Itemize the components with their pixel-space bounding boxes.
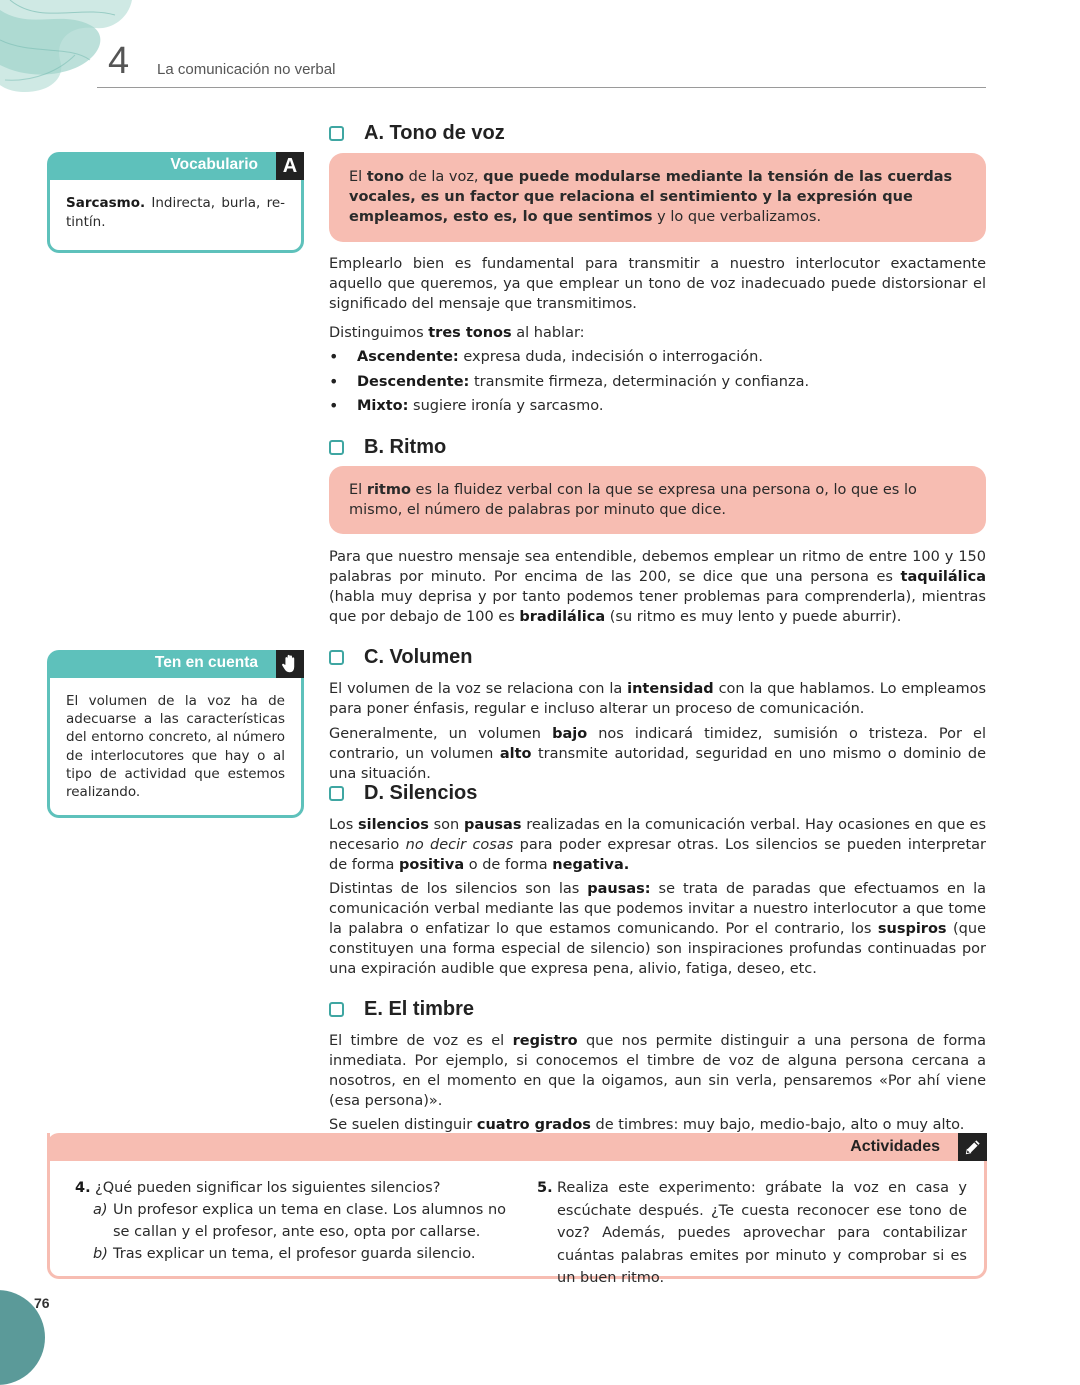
checkbox-icon [329,1002,344,1017]
list-item [329,372,986,397]
text-span: se trata de paradas que efectuamos en la comunicación verbal mediante las que podemos invitar a nuestro interlocutor a que tome la palabra o enfatizar lo que estamos comunicando. Por el contrario, los [329,881,986,937]
text-span: realizadas en la comunicación verbal. Hay ocasiones en que es necesario [329,817,986,853]
term-tono: tono [366,169,404,185]
checkbox-icon [329,440,344,455]
vocabulario-definition-cont: tintín. [66,214,106,230]
list-item [329,396,986,421]
section-d-title: D. Silencios [364,781,478,804]
text-span: Generalmente, un volumen [329,726,553,742]
checkbox-icon [329,126,344,141]
item-text: Un profesor explica un tema en clase. Los alumnos no se callan y el profesor, ante eso, opta por callarse. [113,1202,507,1240]
bold-span: suspiros [877,921,947,937]
bold-span: Ascendente: [357,349,459,365]
bold-span: bradilálica [519,609,606,625]
tone-list [329,347,986,421]
activity-5-number: 5. [537,1180,553,1196]
bold-span: negativa. [552,857,630,873]
bold-span: que puede modularse mediante la tensión de las cuerdas vocales, es un factor que relaciona el sentimiento y la expresión que empleamos, esto es, lo que sentimos [349,169,953,225]
section-e-body [329,1031,986,1135]
bold-span: intensidad [627,681,714,697]
text-span: El [349,482,367,498]
activity-5 [537,1177,967,1290]
text-span: al hablar: [511,325,585,341]
bold-span: registro [512,1033,578,1049]
text-span: son [428,817,464,833]
text-span: (su ritmo es muy lento y puede aburrir). [605,609,902,625]
section-b-title: B. Ritmo [364,435,447,458]
list-item [329,347,986,372]
text-span: de timbres: muy bajo, medio-bajo, alto o muy alto. [590,1117,965,1133]
section-a-definition-box [329,153,986,242]
section-a-body [329,254,986,421]
section-b-heading [329,435,446,459]
ten-en-cuenta-line: adecuarse a las características [66,711,285,728]
bold-span: Descendente: [357,373,470,390]
ten-en-cuenta-header [47,650,304,678]
letter-a-icon: A [276,152,304,180]
section-e-paragraph-1 [329,1031,986,1111]
section-c-body [329,679,986,784]
section-b-paragraph-1 [329,547,986,627]
checkbox-icon [329,786,344,801]
ten-en-cuenta-box [47,678,304,818]
activity-4-item-b [75,1243,507,1265]
ten-en-cuenta-line: de interlocutores que hay o al [66,747,285,764]
section-c-paragraph-1 [329,679,986,719]
text-span: El [349,169,367,185]
section-d-paragraph-2 [329,879,986,979]
bold-span: taquilálica [900,569,986,585]
ten-en-cuenta-label: Ten en cuenta [154,654,258,671]
text-span: transmite autoridad, seguridad en uno mismo o dominio de una situación. [329,746,987,782]
activity-4-question [75,1177,507,1199]
ten-en-cuenta-line: del entorno concreto, al número [66,729,285,746]
vocabulario-header [47,152,304,180]
section-c-heading [329,645,473,669]
vocabulario-box [47,180,304,253]
hand-icon [276,650,304,678]
bold-span: pausas: [587,881,651,897]
section-d-heading [329,781,477,805]
italic-span: no decir cosas [405,837,514,853]
bold-span: Mixto: [357,398,409,414]
chapter-number: 4 [108,40,130,82]
text-span: y lo que verbalizamos. [652,209,822,225]
checkbox-icon [329,650,344,665]
header-divider [97,87,986,88]
activities-label: Actividades [850,1138,940,1155]
text-span: El volumen de la voz se relaciona con la [329,681,628,697]
text-span: expresa duda, indecisión o interrogación. [458,349,763,365]
vocabulario-label: Vocabulario [170,156,258,173]
section-e-heading [329,997,474,1021]
text-span: Los [329,817,358,833]
activity-4-item-a [75,1199,507,1243]
text-span: (que constituyen una forma especial de silencio) son inspiraciones profundas continuadas por una expiración audible que expresa pena, alivio, fatiga, deseo, etc. [329,921,986,977]
ten-en-cuenta-line: tipo de actividad que estemos [66,765,285,782]
text-span: Se suelen distinguir [329,1117,477,1133]
text-span: o de forma [464,857,553,873]
section-e-title: E. El timbre [364,997,475,1020]
text-span: sugiere ironía y sarcasmo. [408,398,604,414]
section-d-body [329,815,986,979]
item-label: a) [93,1202,108,1218]
section-e-paragraph-2 [329,1115,986,1135]
item-text: Tras explicar un tema, el profesor guarda silencio. [113,1246,476,1262]
activity-5-text: Realiza este experimento: grábate la voz en casa y escúchate después. ¿Te cuesta reconocer ese tono de voz? Además, puedes aprovechar para contabilizar cuántas palabras emites por minuto y comprobar si es un buen ritmo. [557,1180,967,1286]
text-span: (habla muy deprisa y por tanto podemos tener problemas para comprenderla), mientras que por debajo de 100 es [329,589,986,625]
text-span: con la que hablamos. Lo empleamos para poner énfasis, regular e incluso alterar un proceso de comunicación. [329,681,987,717]
section-a-paragraph-2 [329,323,986,343]
bold-span: cuatro grados [476,1117,591,1133]
bold-span: tres tonos [428,325,512,341]
activity-4-text: ¿Qué pueden significar los siguientes silencios? [95,1180,441,1196]
section-c-paragraph-2 [329,724,986,784]
page-number: 76 [34,1295,50,1311]
bold-span: silencios [357,817,429,833]
pencil-icon [958,1133,987,1161]
vocabulario-term: Sarcasmo. [66,195,146,211]
text-span: El timbre de voz es el [329,1033,513,1049]
activity-4 [75,1177,507,1265]
text-span: para poder expresar otras. Los silencios se pueden interpretar de forma [329,837,986,873]
text-span: es la fluidez verbal con la que se expresa una persona o, lo que es lo mismo, el número de palabras por minuto que dice. [349,482,917,518]
item-label: b) [93,1246,108,1262]
section-a-paragraph-1: Emplearlo bien es fundamental para transmitir a nuestro interlocutor exactamente aquello que queremos, ya que emplear un tono de voz inadecuado puede distorsionar el significado del mensaje que transmitimos. [329,256,986,312]
activity-5-question [537,1177,967,1290]
activity-4-number: 4. [75,1180,91,1196]
text-span: Para que nuestro mensaje sea entendible, debemos emplear un ritmo de entre 100 y 150 palabras por minuto. Por encima de las 200, se dice que una persona es [329,549,986,585]
text-span: nos indicará timidez, sumisión o tristeza. Por el contrario, un volumen [329,726,986,762]
section-b-definition-box [329,466,986,534]
section-a-title: A. Tono de voz [364,121,505,144]
ten-en-cuenta-line: El volumen de la voz ha de [66,693,285,709]
text-span: que nos permite distinguir a una persona de forma inmediata. Por ejemplo, si conocemos el timbre de voz de alguna persona cercana a nosotros, en el momento en que la oigamos, aun sin verla, pensaremos «Por ahí viene (esa persona)». [329,1033,986,1109]
bold-span: alto [499,746,532,762]
text-span: Distinguimos [329,325,429,341]
term-ritmo: ritmo [366,482,411,498]
ten-en-cuenta-line: realizando. [66,784,141,801]
chapter-title: La comunicación no verbal [157,61,336,78]
section-c-title: C. Volumen [364,645,473,668]
section-d-paragraph-1 [329,815,986,875]
vocabulario-definition: Indirecta, burla, re- [151,195,286,211]
text-span: transmite firmeza, determinación y confianza. [469,373,810,390]
bold-span: pausas [463,817,522,833]
section-b-body [329,547,986,627]
text-span: Distintas de los silencios son las [329,881,588,897]
activities-header [47,1133,987,1161]
section-a-heading [329,121,505,145]
text-span: de la voz, [404,169,484,185]
bold-span: bajo [552,726,588,742]
bold-span: positiva [399,857,465,873]
